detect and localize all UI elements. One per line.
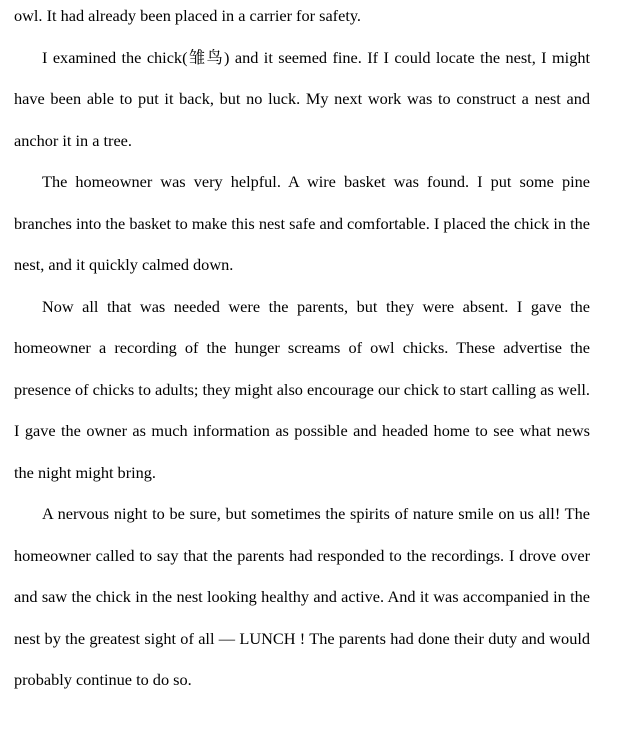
paragraph-4: Now all that was needed were the parents, but they were absent. I gave the homeowner a recording of the hunger screams of owl chicks. These advertise the presence of chicks to adults; they might also encourage our chick to start calling as well. I gave the owner as much information as possible and headed home to see what news the night might bring. bbox=[14, 296, 590, 482]
document-page bbox=[14, 0, 590, 701]
paragraph-5: A nervous night to be sure, but sometimes the spirits of nature smile on us all! The homeowner called to say that the parents had responded to the recordings. I drove over and saw the chick in the nest looking healthy and active. And it was accompanied in the nest by the greatest sight of all — LUNCH ! The parents had done their duty and would probably continue to do so. bbox=[14, 504, 590, 689]
paragraph-3: The homeowner was very helpful. A wire basket was found. I put some pine branches into the basket to make this nest safe and comfortable. I placed the chick in the nest, and it quickly calmed down. bbox=[14, 172, 590, 274]
paragraph-2: I examined the chick(雏鸟) and it seemed fine. If I could locate the nest, I might have been able to put it back, but no luck. My next work was to construct a nest and anchor it in a tree. bbox=[14, 47, 590, 150]
paragraph-1: owl. It had already been placed in a carrier for safety. bbox=[14, 6, 362, 25]
